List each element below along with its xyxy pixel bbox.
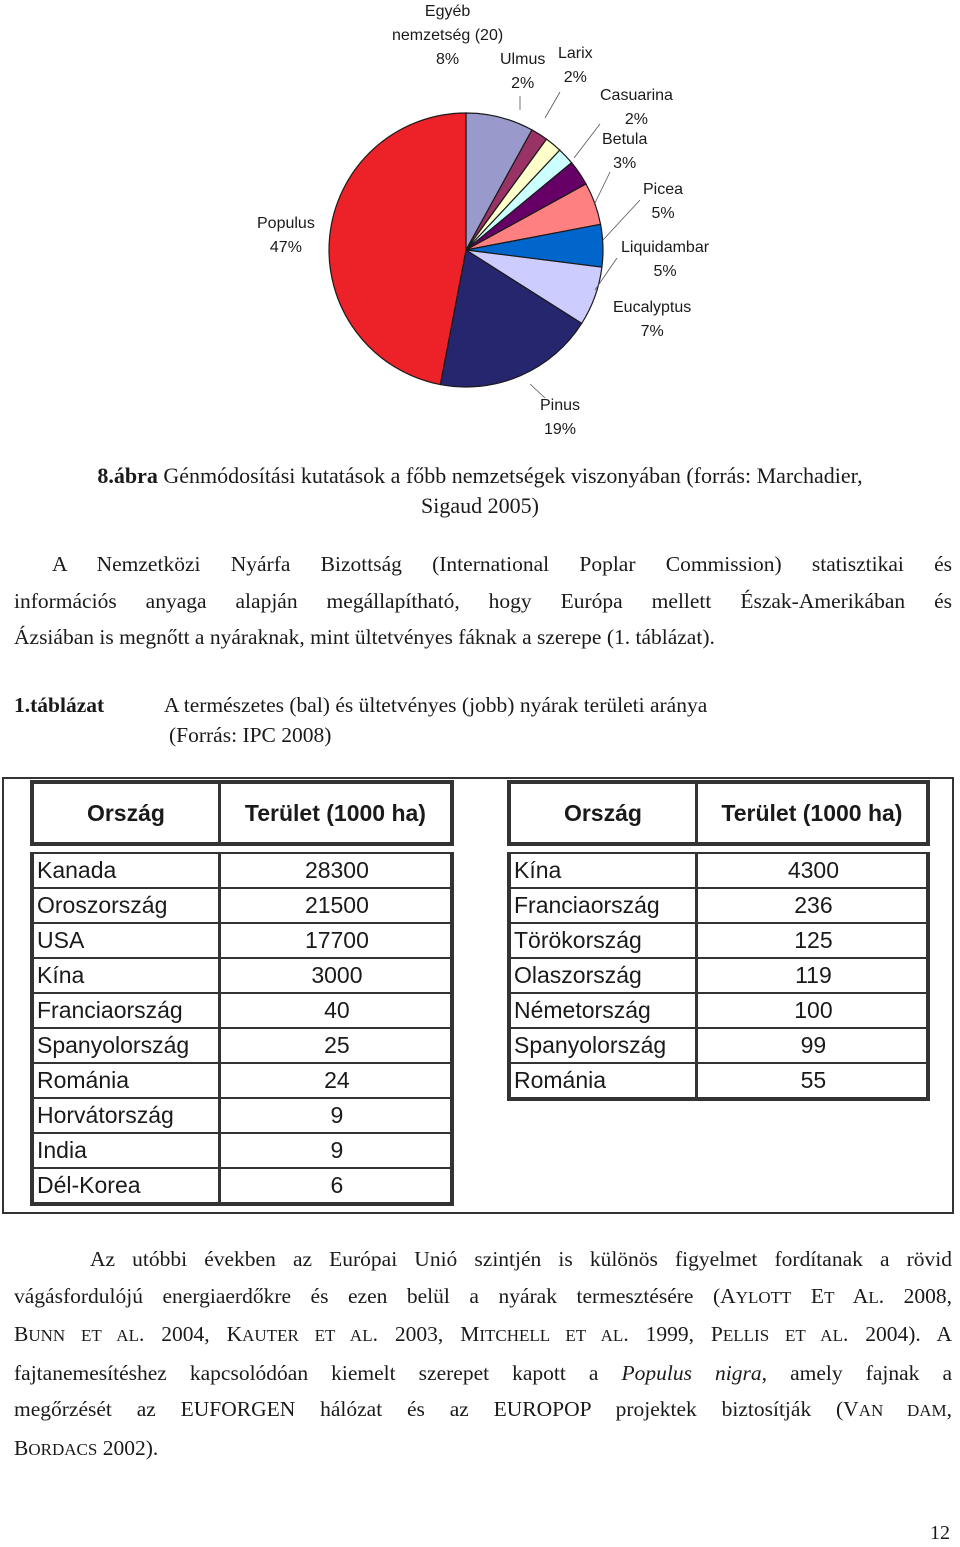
pie-leader-line	[603, 200, 640, 240]
area-cell: 236	[696, 888, 928, 923]
area-cell: 119	[696, 958, 928, 993]
area-cell: 9	[219, 1133, 452, 1168]
pie-label-picea: Picea 5%	[643, 181, 684, 222]
table-row	[32, 888, 452, 923]
pie-slice-populus	[329, 113, 466, 385]
area-cell: 125	[696, 923, 928, 958]
table-row	[32, 853, 452, 888]
table-row	[32, 1063, 452, 1098]
area-cell: 25	[219, 1028, 452, 1063]
area-cell: 100	[696, 993, 928, 1028]
area-cell: 3000	[219, 958, 452, 993]
natural-poplar-table	[30, 780, 454, 1206]
pie-leader-line	[545, 92, 560, 118]
country-cell: Dél-Korea	[32, 1168, 219, 1204]
table-header-row	[32, 782, 452, 844]
country-cell: Horvátország	[32, 1098, 219, 1133]
table-row	[32, 923, 452, 958]
country-cell: Németország	[509, 993, 696, 1028]
paragraph-1-line: Ázsiában is megnőtt a nyáraknak, mint ültetvényes fáknak a szerepe (1. táblázat).	[14, 625, 715, 649]
column-header-country: Ország	[32, 782, 219, 844]
paragraph-2-line: vágásfordulójú energiaerdőkre és ezen belül a nyárak termesztésére (AYLOTT ET AL. 2008,	[14, 1283, 953, 1308]
area-cell: 99	[696, 1028, 928, 1063]
table-row	[509, 923, 928, 958]
area-cell: 28300	[219, 853, 452, 888]
pie-label-pinus: Pinus 19%	[540, 397, 581, 438]
country-cell: Románia	[509, 1063, 696, 1099]
country-cell: Franciaország	[509, 888, 696, 923]
table-row	[509, 888, 928, 923]
country-cell: Spanyolország	[32, 1028, 219, 1063]
page-number: 12	[930, 1522, 950, 1544]
figure-caption	[0, 461, 960, 521]
table-row	[509, 958, 928, 993]
pie-label-liquidambar: Liquidambar 5%	[621, 239, 710, 280]
area-cell: 21500	[219, 888, 452, 923]
pie-label-casuarina: Casuarina 2%	[600, 87, 673, 128]
column-header-area: Terület (1000 ha)	[696, 782, 928, 844]
paragraph-2-line: BORDACS 2002).	[14, 1435, 159, 1460]
table-header-row	[509, 782, 928, 844]
pie-label-ulmus: Ulmus 2%	[500, 51, 546, 92]
area-cell: 4300	[696, 853, 928, 888]
table-row	[509, 993, 928, 1028]
table-row	[32, 958, 452, 993]
column-header-area: Terület (1000 ha)	[219, 782, 452, 844]
table-row	[509, 1063, 928, 1099]
area-cell: 9	[219, 1098, 452, 1133]
table-caption-line2: (Forrás: IPC 2008)	[169, 723, 332, 747]
pie-slices	[329, 113, 603, 387]
pie-label-betula: Betula 3%	[602, 131, 648, 172]
table-row	[509, 1028, 928, 1063]
country-cell: Franciaország	[32, 993, 219, 1028]
pie-label-egyeb: Egyéb nemzetség (20) 8%	[392, 3, 504, 68]
paragraph-2	[14, 1241, 952, 1468]
pie-label-eucalyptus: Eucalyptus 7%	[613, 299, 692, 340]
table-row	[32, 1133, 452, 1168]
column-header-country: Ország	[509, 782, 696, 844]
paragraph-1	[14, 546, 952, 656]
figure-number: 8.ábra	[97, 463, 158, 488]
country-cell: Törökország	[509, 923, 696, 958]
paragraph-2-line: BUNN ET AL. 2004, KAUTER ET AL. 2003, MITCHELL ET AL. 1999, PELLIS ET AL. 2004). A	[14, 1322, 953, 1346]
country-cell: Kína	[509, 853, 696, 888]
table-row	[509, 853, 928, 888]
table-row	[32, 1098, 452, 1133]
pie-leader-line	[594, 172, 610, 205]
table-row	[32, 1028, 452, 1063]
species-name: Populus nigra	[621, 1360, 762, 1385]
country-cell: Kanada	[32, 853, 219, 888]
table-number: 1.táblázat	[14, 693, 105, 717]
country-cell: Oroszország	[32, 888, 219, 923]
country-cell: USA	[32, 923, 219, 958]
area-cell: 55	[696, 1063, 928, 1099]
country-cell: India	[32, 1133, 219, 1168]
paragraph-2-line: fajtanemesítéshez kapcsolódóan kiemelt szerepet kapott a Populus nigra, amely fajnak a	[14, 1360, 952, 1385]
figure-caption-line1: 8.ábra Génmódosítási kutatások a főbb nemzetségek viszonyában (forrás: Marchadier,	[97, 463, 863, 488]
country-cell: Románia	[32, 1063, 219, 1098]
pie-label-larix: Larix 2%	[558, 45, 593, 86]
paragraph-1-line: információs anyaga alapján megállapítható, hogy Európa mellett Észak-Amerikában és	[14, 588, 952, 613]
paragraph-2-line: megőrzését az EUFORGEN hálózat és az EUROPOP projektek biztosítják (VAN DAM,	[14, 1397, 952, 1421]
table-row	[32, 993, 452, 1028]
country-cell: Kína	[32, 958, 219, 993]
paragraph-2-line: Az utóbbi években az Európai Unió szintjén is különös figyelmet fordítanak a rövid	[90, 1247, 952, 1271]
table-caption-line1: A természetes (bal) és ültetvényes (jobb) nyárak területi aránya	[164, 693, 708, 717]
plantation-poplar-table	[507, 780, 930, 1101]
pie-leader-line	[574, 124, 600, 158]
area-cell: 40	[219, 993, 452, 1028]
pie-chart-figure	[0, 0, 960, 450]
figure-caption-line2: Sigaud 2005)	[421, 493, 539, 518]
paragraph-1-line: A Nemzetközi Nyárfa Bizottság (International Poplar Commission) statisztikai és	[52, 552, 952, 576]
country-cell: Olaszország	[509, 958, 696, 993]
country-cell: Spanyolország	[509, 1028, 696, 1063]
area-cell: 17700	[219, 923, 452, 958]
table-row	[32, 1168, 452, 1204]
area-cell: 24	[219, 1063, 452, 1098]
pie-label-populus: Populus 47%	[257, 215, 315, 256]
area-cell: 6	[219, 1168, 452, 1204]
